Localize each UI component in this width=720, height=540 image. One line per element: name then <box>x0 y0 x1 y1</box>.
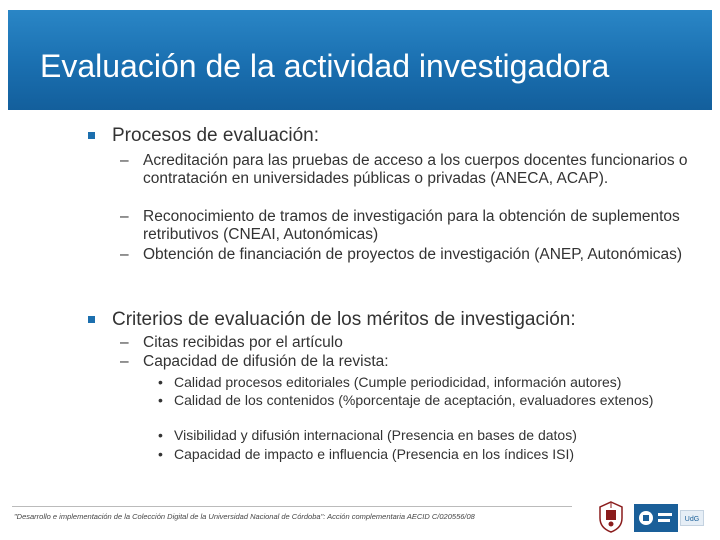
dash-bullet: – <box>120 152 129 169</box>
dot-bullet: • <box>158 392 163 408</box>
square-bullet-icon <box>88 316 95 323</box>
title-bar <box>8 10 712 110</box>
square-bullet-icon <box>88 132 95 139</box>
footer-text: "Desarrollo e implementación de la Colección Digital de la Universidad Nacional de Córdoba": Acción complementaria AECID C/020556/08 <box>14 512 475 521</box>
university-seal-icon <box>596 500 626 534</box>
small-logo-icon <box>680 510 704 526</box>
dot-bullet: • <box>158 374 163 390</box>
slide: Evaluación de la actividad investigadora Procesos de evaluación: – Acreditación para las pruebas de acceso a los cuerpos docentes funcionarios o contratación en universidades públicas o privadas (ANECA, ACAP). – Reconocimiento de tramos de investigación para la obtención de suplementos retributivos (CNEAI, Autonómicas) – Obtención de financiación de proyectos de investigación (ANEP, Autonómicas) Criterios de evaluación de los méritos de investigación: – Citas recibidas por el artículo – Capacidad de difusión de la revista: • Calidad procesos editoriales (Cumple periodicidad, información autores) • Calidad de los contenidos (%porcentaje de aceptación, evaluadores extenos) • Visibilidad y difusión internacional (Presencia en bases de datos) • Capacidad de impacto e influencia (Presencia en los índices ISI) "Desarrollo e implementación de la Colección Digital de la Universidad Nacional de Córdoba": Acción complementaria AECID C/020556/08 UdG <box>0 0 720 540</box>
institution-logo-icon <box>634 504 678 532</box>
dot-bullet: • <box>158 427 163 443</box>
slide-title: Evaluación de la actividad investigadora <box>40 48 610 84</box>
dash-bullet: – <box>120 334 129 351</box>
dash-bullet: – <box>120 246 129 263</box>
dash-bullet: – <box>120 208 129 225</box>
small-logo-mark-icon <box>681 511 703 525</box>
footer-divider <box>12 506 572 507</box>
logo-lettering: UdG <box>684 516 700 523</box>
dash-bullet: – <box>120 353 129 370</box>
dot-bullet: • <box>158 446 163 462</box>
